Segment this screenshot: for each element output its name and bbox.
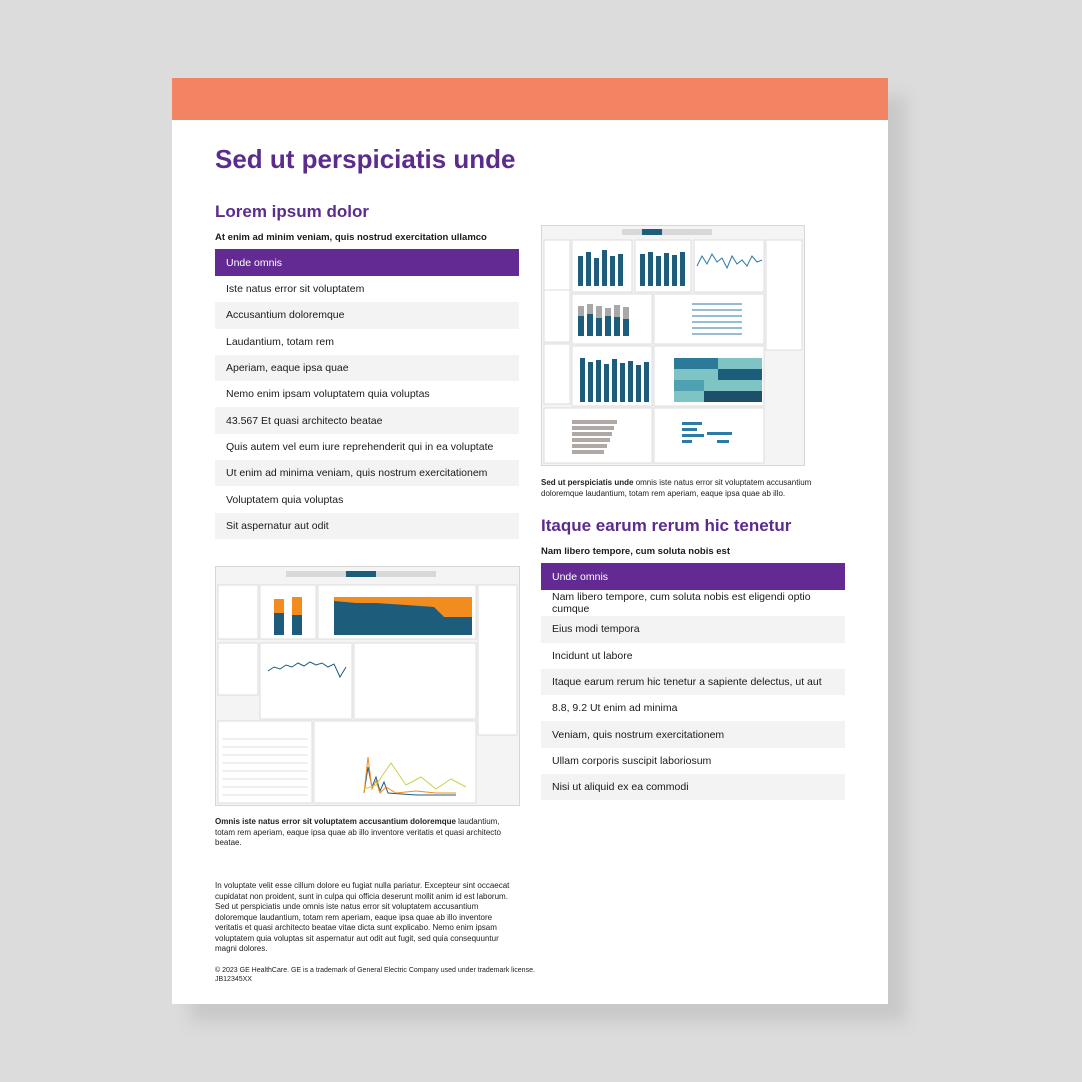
right-column: [541, 516, 845, 800]
right-table: [541, 563, 845, 800]
table-row: Laudantium, totam rem: [226, 335, 334, 348]
left-subheading: At enim ad minim veniam, quis nostrud exercitation ullamco: [215, 232, 487, 243]
document-code: JB12345XX: [215, 976, 252, 983]
left-caption-text: laudantium, totam rem aperiam, eaque ipsa quae ab illo inventore veritatis et quasi architecto beatae.: [215, 817, 501, 847]
table-row: Iste natus error sit voluptatem: [226, 283, 365, 296]
page-title: Sed ut perspiciatis unde: [215, 144, 516, 174]
left-table-header: Unde omnis: [215, 249, 519, 276]
table-row: Itaque earum rerum hic tenetur a sapiente delectus, ut aut: [541, 669, 845, 695]
left-table: [215, 249, 519, 539]
table-row: Aperiam, eaque ipsa quae: [215, 355, 519, 381]
table-row: Accusantium doloremque: [215, 302, 519, 328]
table-row: Voluptatem quia voluptas: [226, 493, 344, 506]
right-subheading: Nam libero tempore, cum soluta nobis est: [541, 546, 730, 557]
table-row: Eius modi tempora: [541, 616, 845, 642]
right-heading: Itaque earum rerum hic tenetur: [541, 516, 792, 535]
left-column: [215, 202, 519, 539]
left-heading: Lorem ipsum dolor: [215, 202, 369, 221]
table-row: Veniam, quis nostrum exercitationem: [541, 721, 845, 747]
table-row: Ullam corporis suscipit laboriosum: [552, 754, 712, 767]
dashboard-screenshot-right: [541, 225, 805, 466]
table-row: Incidunt ut labore: [552, 649, 633, 662]
dashboard-graphic-left: [216, 567, 519, 805]
table-row: Sit aspernatur aut odit: [215, 513, 519, 539]
table-row: Quis autem vel eum iure reprehenderit qui in ea voluptate: [226, 440, 494, 453]
left-image-caption: [215, 817, 519, 849]
right-image-caption: [541, 478, 813, 499]
dashboard-screenshot-left: [215, 566, 520, 806]
table-row: 8.8, 9.2 Ut enim ad minima: [552, 702, 678, 715]
right-caption-bold: Sed ut perspiciatis unde: [541, 478, 634, 487]
table-row: Nam libero tempore, cum soluta nobis est eligendi optio cumque: [552, 591, 811, 616]
right-table-header: Unde omnis: [541, 563, 845, 590]
right-caption-text: omnis iste natus error sit voluptatem accusantium doloremque laudantium, totam rem aperiam, eaque ipsa quae ab illo.: [541, 478, 812, 498]
table-row: 43.567 Et quasi architecto beatae: [215, 407, 519, 433]
left-caption-bold: Omnis iste natus error sit voluptatem accusantium doloremque: [215, 817, 456, 826]
table-row: Nemo enim ipsam voluptatem quia voluptas: [226, 388, 430, 401]
footer: [215, 966, 535, 984]
copyright-text: © 2023 GE HealthCare. GE is a trademark of General Electric Company used under trademark license.: [215, 967, 535, 974]
document-page: [172, 78, 888, 1004]
header-band: [172, 78, 888, 120]
table-row: Ut enim ad minima veniam, quis nostrum exercitationem: [215, 460, 519, 486]
body-paragraph: In voluptate velit esse cillum dolore eu fugiat nulla pariatur. Excepteur sint occaecat cupidatat non proident, sunt in culpa qui officia deserunt mollit anim id est laborum. Sed ut perspiciatis unde omnis iste natus error sit voluptatem accusantium doloremque laudantium, totam rem aperiam, eaque ipsa quae ab illo inventore veritatis et quasi architecto beatae vitae dicta sunt explicabo. Nemo enim ipsam voluptatem quia voluptas sit aspernatur aut odit aut fugit, sed quia consequuntur magni dolores.: [215, 881, 510, 953]
dashboard-graphic-right: [542, 226, 804, 465]
table-row: Nisi ut aliquid ex ea commodi: [541, 774, 845, 800]
